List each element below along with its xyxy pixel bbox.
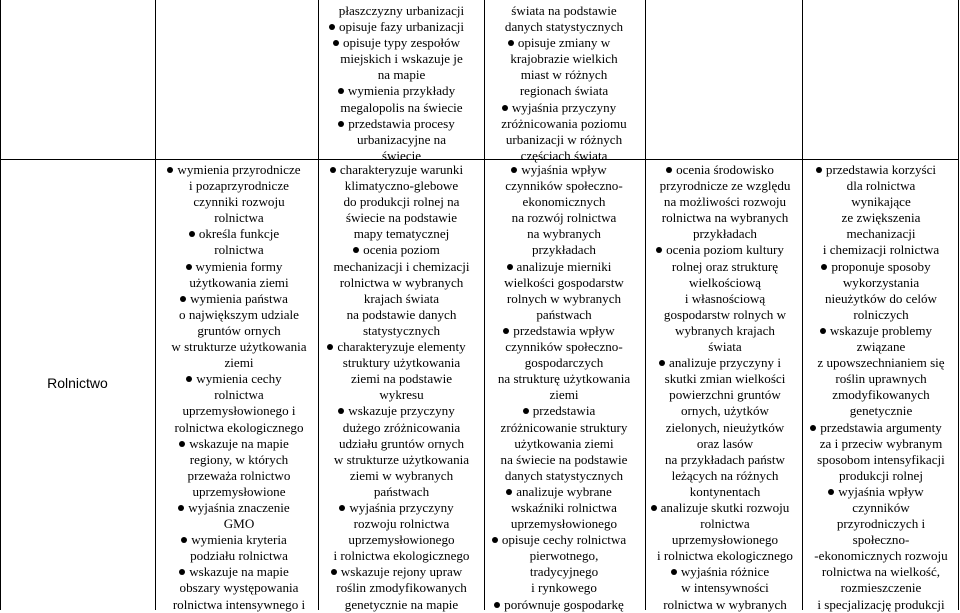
requirement-item [164,564,314,612]
requirement-text: na podstawie danych [346,306,457,322]
requirement-text: świata na podstawie [511,3,617,18]
requirement-text: sposobom intensyfikacji [817,451,945,467]
requirement-text: rolnych w wybranych [506,290,622,306]
requirement-item [806,484,956,613]
requirement-text: rolnictwa [214,387,264,403]
requirement-text: proponuje sposoby [831,258,931,274]
requirement-item [488,532,640,596]
column-level-3-top [488,3,640,164]
requirement-text: megalopolis na świecie [340,99,463,115]
requirement-text: wskazuje na mapie [189,435,289,451]
requirement-text: klimatyczno-glebowe [344,178,459,194]
column-divider [645,0,646,610]
requirement-text: rolnictwa [700,516,750,532]
requirement-item [488,597,640,613]
requirement-text: dla rolnictwa [846,178,916,194]
requirement-text: uprzemysłowionego i [182,403,296,419]
requirement-text: roślin zmodyfikowanych [336,580,467,596]
requirement-text: struktury użytkowania [342,355,461,371]
requirement-text: tradycyjnego [529,564,599,580]
requirement-text: uprzemysłowione [192,483,286,499]
requirement-text: analizuje wybrane [516,483,612,499]
requirement-text: na strukturę użytkowania [497,371,631,387]
requirement-text: i rolnictwa ekologicznego [333,548,470,564]
requirement-text: roślin uprawnych [835,371,927,387]
requirement-text: rolnictwa w wybranych [663,596,787,612]
requirement-text: zmodyfikowanych [832,387,930,403]
requirement-text: na świecie na podstawie [500,451,628,467]
requirement-text: wymienia kryteria [191,532,287,548]
requirement-text: na mapie [377,67,426,83]
column-divider [155,0,156,610]
requirement-text: o największym udziale [179,306,299,322]
row-label: Rolnictwo [47,375,108,391]
requirement-text: i pozaprzyrodnicze [189,178,289,194]
requirement-text: zielonych, nieużytków [665,419,785,435]
requirement-text: w intensywności [681,580,769,596]
bullet-icon [180,296,186,302]
requirement-text: skutki zmian wielkości [664,371,786,387]
requirement-text: wyjaśnia różnice [680,564,770,580]
requirement-item [488,100,640,164]
requirement-text: danych statystycznych [504,19,624,35]
requirement-text: rolnictwa [214,210,264,226]
table-border-left [0,0,1,610]
bullet-icon [508,40,514,46]
column-divider [484,0,485,610]
requirement-text: za i przeciw wybranym [819,435,943,451]
bullet-icon [507,264,513,270]
requirement-text: mechanizacji [846,226,916,242]
requirement-item [650,564,800,612]
requirement-text: udziału gruntów ornych [338,435,465,451]
bullet-icon [494,602,500,608]
column-divider [318,0,319,610]
requirement-text: ocenia poziom [363,242,440,258]
requirement-text: rozwoju rolnictwa [353,516,450,532]
bullet-icon [492,537,498,543]
requirement-item [164,532,314,564]
requirement-text: miast w różnych [520,67,608,83]
requirement-text: ocenia środowisko [676,162,774,177]
requirement-text: wynikające [851,194,911,210]
requirement-text: wskaźniki rolnictwa [511,499,617,515]
requirement-text: genetycznie [849,403,913,419]
column-level-2-top [323,3,480,164]
requirement-text: przedstawia wpływ [513,322,615,338]
requirement-text: zróżnicowanie struktury [500,419,628,435]
requirement-text: powierzchni gruntów [669,387,781,403]
requirement-text: wykorzystania [842,274,920,290]
requirement-item [323,3,480,19]
requirement-text: w strukturze użytkowania [171,339,307,355]
requirement-text: wskazuje przyczyny [348,403,455,419]
requirement-item [488,35,640,99]
requirement-text: wyjaśnia wpływ [838,483,924,499]
requirement-text: świata [708,339,742,355]
requirement-item [164,500,314,532]
requirement-text: leżących na różnych [671,467,779,483]
requirement-item [164,371,314,435]
requirement-text: opisuje fazy urbanizacji [338,19,465,35]
requirement-item [488,403,640,483]
requirement-text: określa funkcje [198,226,280,242]
requirement-text: gruntów ornych [197,322,281,338]
requirement-text: krajobrazie wielkich [510,51,618,67]
requirement-item [323,403,480,500]
requirement-text: gospodarstw rolnych w [663,306,787,322]
requirement-text: podziału rolnictwa [190,548,288,564]
requirement-text: wykresu [379,387,424,403]
requirement-text: rozmieszczenie [840,580,922,596]
requirement-text: przyrodniczych i [836,516,926,532]
requirement-text: przedstawia korzyści [825,162,937,177]
column-level-3 [488,162,640,613]
requirement-text: i specjalizację produkcji [817,596,945,612]
requirement-item [650,162,800,242]
requirement-text: na możliwości rozwoju [663,194,787,210]
requirement-item [323,19,480,35]
bullet-icon [338,121,344,127]
requirement-item [488,323,640,403]
requirement-text: i rynkowego [531,580,597,596]
requirement-text: w strukturze użytkowania [333,451,470,467]
requirement-text: urbanizacyjne na [356,131,447,147]
requirement-item [164,436,314,500]
requirement-text: wymienia formy [195,258,283,274]
requirement-text: ziemi na podstawie [350,371,453,387]
requirement-text: wymienia cechy [196,371,282,387]
requirement-item [488,259,640,323]
requirement-item [488,484,640,532]
requirement-text: gospodarczych [524,355,604,371]
requirement-text: z upowszechnianiem się [817,355,945,371]
requirement-text: i rolnictwa ekologicznego [657,548,793,564]
bullet-icon [810,425,816,431]
requirement-text: nieużytków do celów [825,290,937,306]
requirement-item [323,500,480,564]
requirement-item [806,162,956,259]
requirement-text: użytkowania ziemi [514,435,614,451]
column-level-2 [323,162,480,613]
requirement-text: analizuje przyczyny i [669,355,781,371]
requirement-text: ziemi [549,387,579,403]
requirement-text: ocenia poziom kultury [666,242,784,258]
requirement-text: przedstawia procesy [348,115,455,131]
column-level-4 [650,162,800,613]
requirement-text: związane [856,339,906,355]
requirement-item [164,259,314,291]
requirement-text: wyjaśnia przyczyny [349,499,454,515]
requirement-text: i własnościową [684,290,766,306]
requirement-text: rolnej oraz strukturę [671,258,779,274]
requirement-text: państwach [536,306,592,322]
requirement-text: wybranych krajach [675,322,775,338]
requirement-text: dużego zróżnicowania [342,419,461,435]
requirement-item [806,259,956,323]
requirement-text: kontynentach [689,483,761,499]
requirement-text: rolnictwa intensywnego i [172,596,306,612]
requirement-text: świecie na podstawie [345,210,458,226]
requirement-text: czynników społeczno- [505,339,623,355]
requirement-text: rolnictwa na wybranych [661,210,789,226]
column-level-1 [164,162,314,613]
requirement-text: i chemizacji rolnictwa [822,242,940,258]
requirement-item [323,83,480,115]
bullet-icon [330,167,336,173]
bullet-icon [179,441,185,447]
requirement-text: do produkcji rolnej na [343,194,460,210]
requirement-text: genetycznie na mapie [344,596,459,612]
requirement-item [488,3,640,35]
bullet-icon [186,264,192,270]
bullet-icon [816,167,822,173]
requirement-text: uprzemysłowionego [671,532,779,548]
requirement-text: wymienia państwa [190,290,288,306]
requirement-text: rolnictwa ekologicznego [174,419,304,435]
requirement-text: rolniczych [853,306,909,322]
requirement-text: ornych, użytków [681,403,769,419]
requirement-item [323,162,480,242]
requirement-item [806,323,956,420]
requirement-text: przedstawia argumenty [820,419,942,435]
bullet-icon [502,105,508,111]
requirement-text: państwach [373,483,430,499]
requirement-text: społeczno- [852,532,910,548]
requirement-text: na przykładach państw [665,451,785,467]
requirement-text: danych statystycznych [504,467,624,483]
requirement-item [323,116,480,164]
requirement-item [164,291,314,371]
requirement-text: wyjaśnia przyczyny [511,99,617,115]
requirement-text: obszary występowania [179,580,299,596]
requirement-text: użytkowania ziemi [189,274,289,290]
requirement-text: opisuje typy zespołów [342,35,461,51]
requirement-text: charakteryzuje elementy [337,339,466,355]
requirement-text: wskazuje na mapie [189,564,289,580]
requirement-text: uprzemysłowionego [348,532,455,548]
requirement-text: wymienia przykłady [347,83,456,99]
requirement-text: regionach świata [519,83,609,99]
requirement-text: czynniki rozwoju [193,194,285,210]
requirement-text: oraz lasów [696,435,754,451]
requirement-text: ekonomicznych [522,194,606,210]
requirement-text: czynników [852,499,910,515]
requirement-text: GMO [223,516,255,532]
requirement-text: wskazuje rejony upraw [340,564,463,580]
column-divider [802,0,803,610]
requirement-text: przeważa rolnictwo [187,467,291,483]
requirement-item [650,500,800,564]
requirement-text: przykładach [693,226,757,242]
requirement-text: przedstawia [532,403,596,419]
requirement-text: porównuje gospodarkę [504,596,624,612]
requirement-text: płaszczyzny urbanizacji [338,3,465,18]
requirement-text: opisuje zmiany w [517,35,611,51]
bullet-icon [651,505,657,511]
requirement-text: statystycznych [362,322,441,338]
requirement-text: mechanizacji i chemizacji [333,258,470,274]
requirement-text: rolnictwa [214,242,264,258]
requirement-text: krajach świata [363,290,440,306]
requirement-text: wymienia przyrodnicze [177,162,301,177]
requirement-text: mapy tematycznej [353,226,450,242]
requirement-text: czynników społeczno- [505,178,623,194]
requirement-item [488,162,640,259]
requirement-text: -ekonomicznych rozwoju [814,548,948,564]
requirement-text: urbanizacji w różnych [505,131,623,147]
requirement-text: analizuje skutki rozwoju [660,499,790,515]
requirement-text: rolnictwa na wielkość, [821,564,941,580]
requirement-item [650,355,800,500]
requirement-text: charakteryzuje warunki [339,162,464,177]
requirement-text: wskazuje problemy [829,322,933,338]
requirement-item [164,162,314,226]
requirement-text: analizuje mierniki [516,258,612,274]
requirement-text: przykładach [532,242,596,258]
requirement-text: wielkości gospodarstw [504,274,624,290]
requirement-item [323,35,480,83]
requirement-text: wyjaśnia znaczenie [188,499,290,515]
requirement-text: świecie [381,147,422,163]
requirement-text: na rozwój rolnictwa [511,210,617,226]
requirement-text: wyjaśnia wpływ [521,162,607,177]
requirement-text: opisuje cechy rolnictwa [501,532,627,548]
requirement-text: ziemi w wybranych [349,467,454,483]
requirement-item [323,242,480,339]
requirement-item [164,226,314,258]
requirement-text: produkcji rolnej [839,467,923,483]
requirement-item [323,339,480,403]
requirement-text: przyrodnicze ze względu [659,178,791,194]
table-border-right [958,0,959,610]
requirement-text: częściach świata [520,147,608,163]
requirement-text: miejskich i wskazuje je [340,51,463,67]
bullet-icon [820,328,826,334]
requirement-text: regiony, w których [189,451,289,467]
requirement-text: pierwotnego, [529,548,599,564]
requirement-item [806,420,956,484]
bullet-icon [821,264,827,270]
requirement-text: zróżnicowania poziomu [501,115,627,131]
requirement-item [650,242,800,355]
requirement-text: ze zwiększenia [841,210,921,226]
requirement-text: ziemi [224,355,254,371]
requirement-text: rolnictwa w wybranych [339,274,464,290]
column-level-5 [806,162,956,613]
requirement-text: uprzemysłowionego [510,516,618,532]
requirement-text: na wybranych [527,226,601,242]
requirement-item [323,564,480,612]
requirement-text: wielkościową [689,274,761,290]
